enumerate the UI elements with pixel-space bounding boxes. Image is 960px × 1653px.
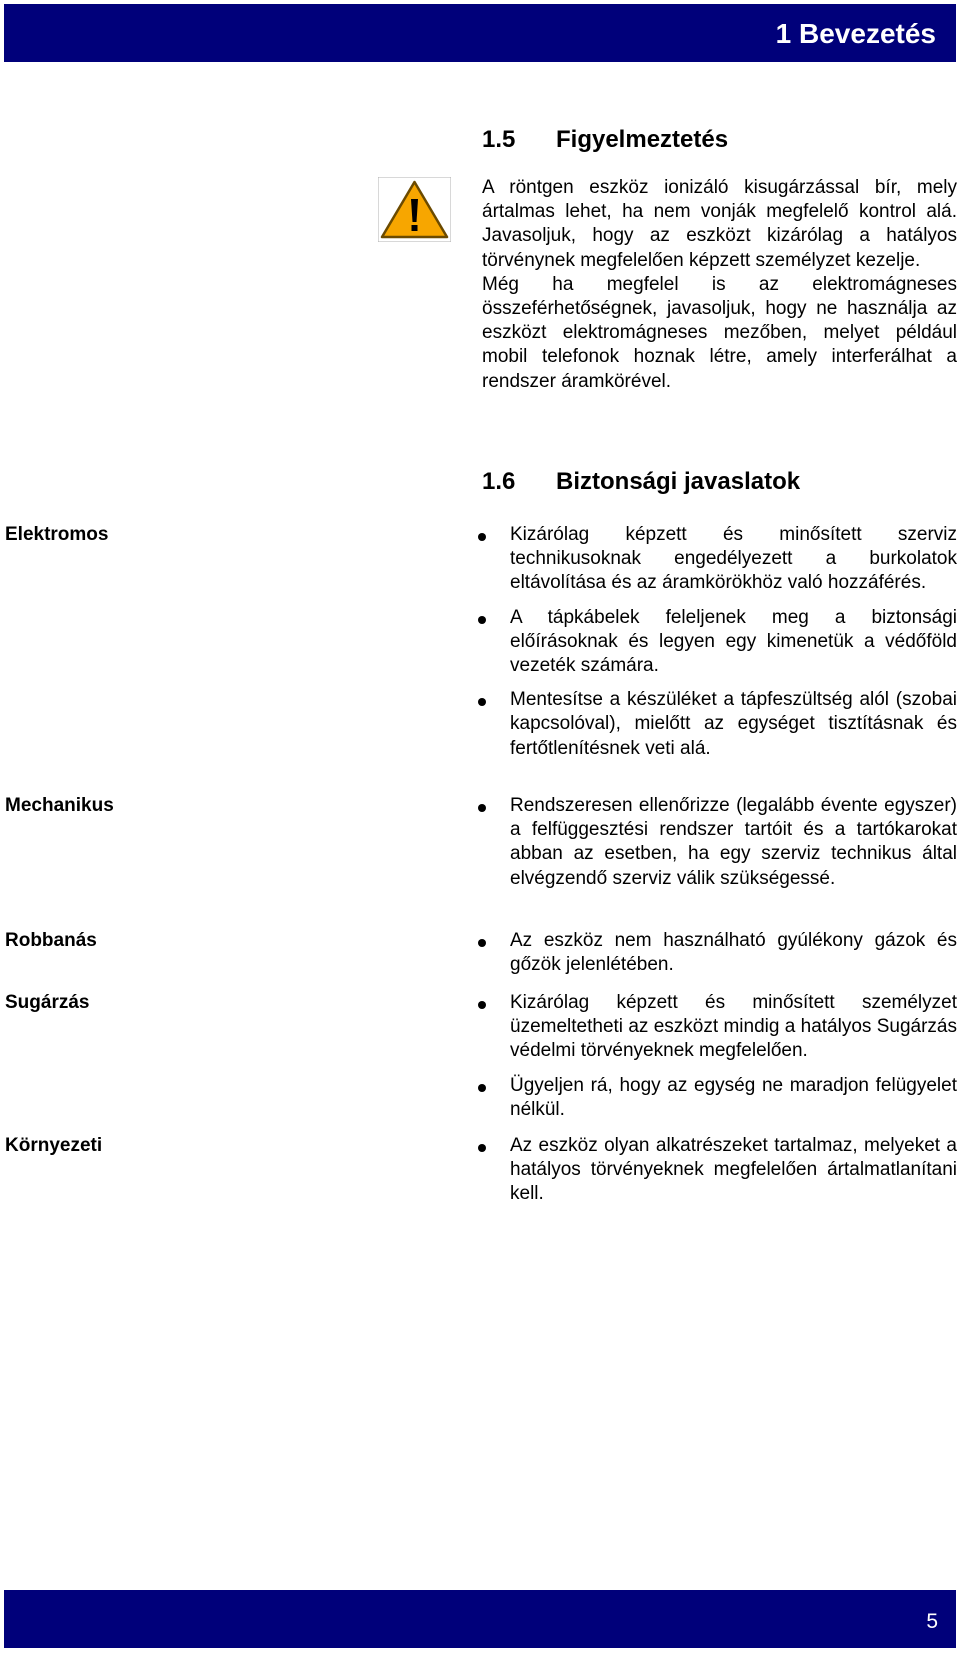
category-label-elektromos: Elektromos — [5, 524, 109, 545]
bullet-icon — [478, 698, 486, 706]
section-number: 1.6 — [482, 468, 516, 495]
section-heading-safety — [482, 468, 800, 496]
section-heading-warning — [482, 126, 728, 154]
bullet-icon — [478, 939, 486, 947]
section-number: 1.5 — [482, 126, 516, 153]
list-item: A tápkábelek feleljenek meg a biztonsági előírásoknak és legyen egy kimenetük a védőföld vezeték számára. — [482, 606, 957, 679]
list-item: Az eszköz olyan alkatrészeket tartalmaz, melyeket a hatályos törvényeknek megfelelően ártalmatlanítani kell. — [482, 1134, 957, 1207]
warning-triangle-icon — [378, 177, 451, 242]
list-item: Ügyeljen rá, hogy az egység ne maradjon felügyelet nélkül. — [482, 1074, 957, 1122]
bullet-list-elektromos — [482, 523, 957, 771]
list-item: Rendszeresen ellenőrizze (legalább évente egyszer) a felfüggesztési rendszer tartóit és a tartókarokat abban az esetben, ha egy szerviz technikus által elvégzendő szerviz válik szükségessé. — [482, 794, 957, 891]
section-title: Figyelmeztetés — [556, 126, 729, 153]
footer-bar — [4, 1590, 956, 1648]
warning-paragraph: Még ha megfelel is az elektromágneses összeférhetőségnek, javasoljuk, hogy ne használja az eszközt elektromágneses mezőben, melyet például mobil telefonok hoznak létre, amely interferálhat a rendszer áramkörével. — [482, 273, 957, 392]
category-label-robbanas: Robbanás — [5, 930, 97, 951]
bullet-icon — [478, 533, 486, 541]
bullet-icon — [478, 1084, 486, 1092]
list-item: Az eszköz nem használható gyúlékony gázok és gőzök jelenlétében. — [482, 929, 957, 977]
bullet-list-sugarzas — [482, 991, 957, 1132]
bullet-list-mechanikus — [482, 794, 957, 901]
bullet-icon — [478, 804, 486, 812]
bullet-icon — [478, 1001, 486, 1009]
bullet-list-robbanas — [482, 929, 957, 987]
chapter-title: 1 Bevezetés — [775, 18, 936, 49]
bullet-icon — [478, 1144, 486, 1152]
section-title: Biztonsági javaslatok — [556, 468, 801, 495]
header-bar — [4, 4, 956, 62]
warning-text — [482, 176, 957, 394]
category-label-sugarzas: Sugárzás — [5, 992, 90, 1013]
category-label-mechanikus: Mechanikus — [5, 795, 114, 816]
bullet-list-kornyezeti — [482, 1134, 957, 1217]
list-item: Kizárólag képzett és minősített szerviz technikusoknak engedélyezett a burkolatok eltávolítása és az áramkörökhöz való hozzáférés. — [482, 523, 957, 596]
bullet-icon — [478, 616, 486, 624]
list-item: Kizárólag képzett és minősített személyzet üzemeltetheti az eszközt mindig a hatályos Sugárzás védelmi törvényeknek megfelelően. — [482, 991, 957, 1064]
category-label-kornyezeti: Környezeti — [5, 1135, 103, 1156]
list-item: Mentesítse a készüléket a tápfeszültség alól (szobai kapcsolóval), mielőtt az egységet tisztításnak és fertőtlenítésnek veti alá. — [482, 688, 957, 761]
page-number: 5 — [926, 1610, 938, 1633]
warning-paragraph: A röntgen eszköz ionizáló kisugárzással bír, mely ártalmas lehet, ha nem vonják megfelelő kontrol alá. Javasoljuk, hogy az eszközt kizárólag a hatályos törvénynek megfelelően képzett személyzet kezelje. — [482, 177, 957, 271]
